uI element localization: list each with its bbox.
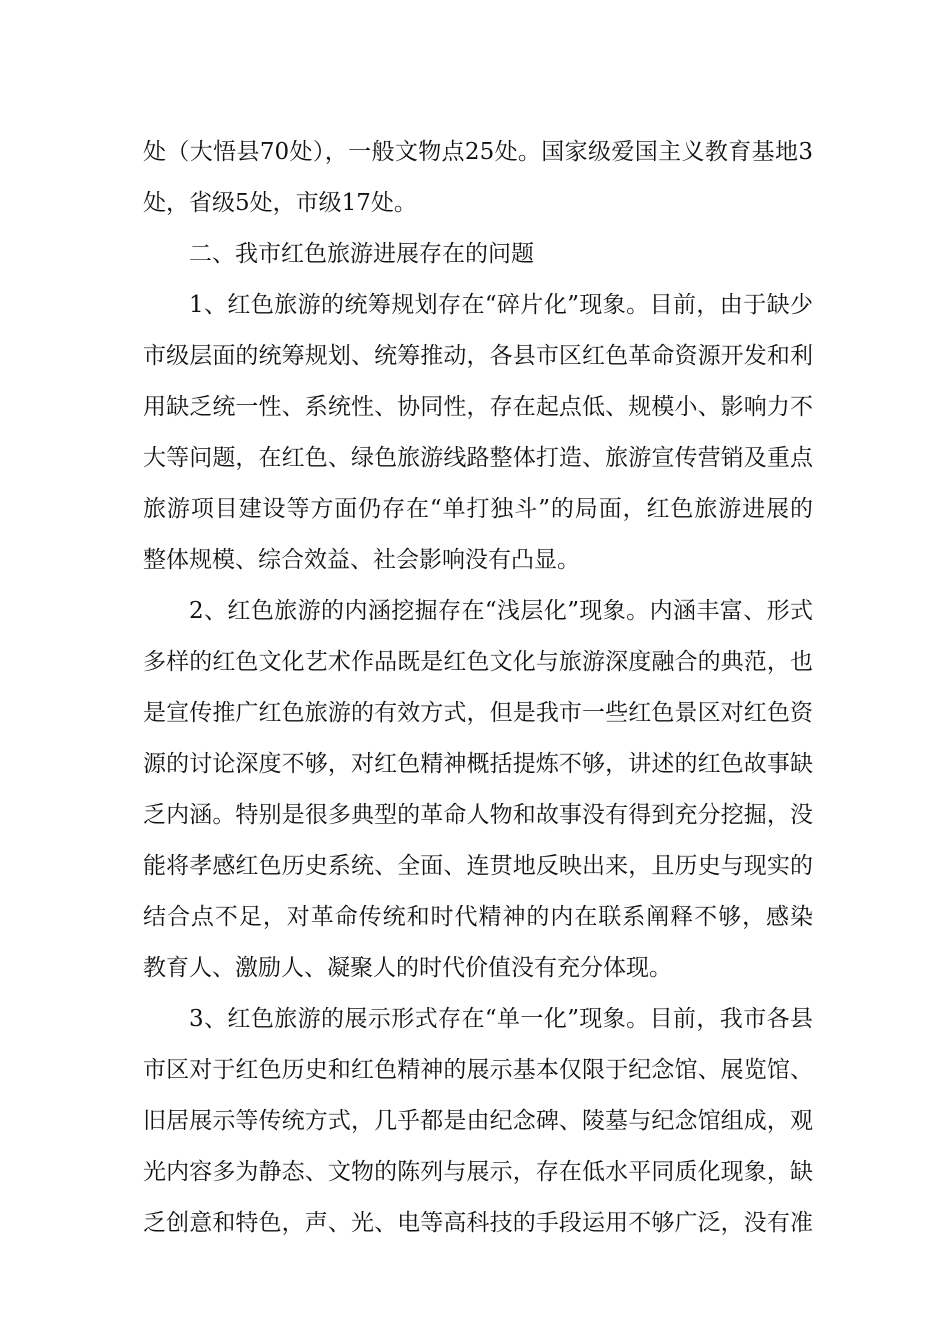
text-line: 乏内涵。特别是很多典型的革命人物和故事没有得到充分挖掘，没 — [143, 802, 813, 828]
text-line: 市级层面的统筹规划、统筹推动，各县市区红色革命资源开发和利 — [143, 343, 813, 369]
text-line: 光内容多为静态、文物的陈列与展示，存在低水平同质化现象，缺 — [143, 1159, 813, 1185]
text-line: 处（大悟县70处），一般文物点25处。国家级爱国主义教育基地3 — [143, 139, 813, 165]
text-line: 教育人、激励人、凝聚人的时代价值没有充分体现。 — [143, 955, 672, 981]
text-line: 能将孝感红色历史系统、全面、连贯地反映出来，且历史与现实的 — [143, 853, 813, 879]
text-line: 3、红色旅游的展示形式存在“单一化”现象。目前，我市各县 — [189, 1006, 813, 1032]
text-line: 2、红色旅游的内涵挖掘存在“浅层化”现象。内涵丰富、形式 — [189, 598, 813, 624]
text-line: 源的讨论深度不够，对红色精神概括提炼不够，讲述的红色故事缺 — [143, 751, 813, 777]
text-line: 整体规模、综合效益、社会影响没有凸显。 — [143, 547, 580, 573]
text-line: 多样的红色文化艺术作品既是红色文化与旅游深度融合的典范，也 — [143, 649, 813, 675]
text-line: 旧居展示等传统方式，几乎都是由纪念碑、陵墓与纪念馆组成，观 — [143, 1108, 813, 1134]
text-line: 1、红色旅游的统筹规划存在“碎片化”现象。目前，由于缺少 — [189, 292, 813, 318]
text-line: 处，省级5处，市级17处。 — [143, 190, 417, 216]
text-line: 用缺乏统一性、系统性、协同性，存在起点低、规模小、影响力不 — [143, 394, 813, 420]
text-line: 二、我市红色旅游进展存在的问题 — [189, 241, 534, 267]
text-line: 大等问题，在红色、绿色旅游线路整体打造、旅游宣传营销及重点 — [143, 445, 813, 471]
text-line: 市区对于红色历史和红色精神的展示基本仅限于纪念馆、展览馆、 — [143, 1057, 813, 1083]
text-line: 乏创意和特色，声、光、电等高科技的手段运用不够广泛，没有准 — [143, 1210, 813, 1236]
text-line: 是宣传推广红色旅游的有效方式，但是我市一些红色景区对红色资 — [143, 700, 813, 726]
text-line: 结合点不足，对革命传统和时代精神的内在联系阐释不够，感染 — [143, 904, 813, 930]
text-line: 旅游项目建设等方面仍存在“单打独斗”的局面，红色旅游进展的 — [143, 496, 813, 522]
document-body — [143, 127, 813, 1249]
